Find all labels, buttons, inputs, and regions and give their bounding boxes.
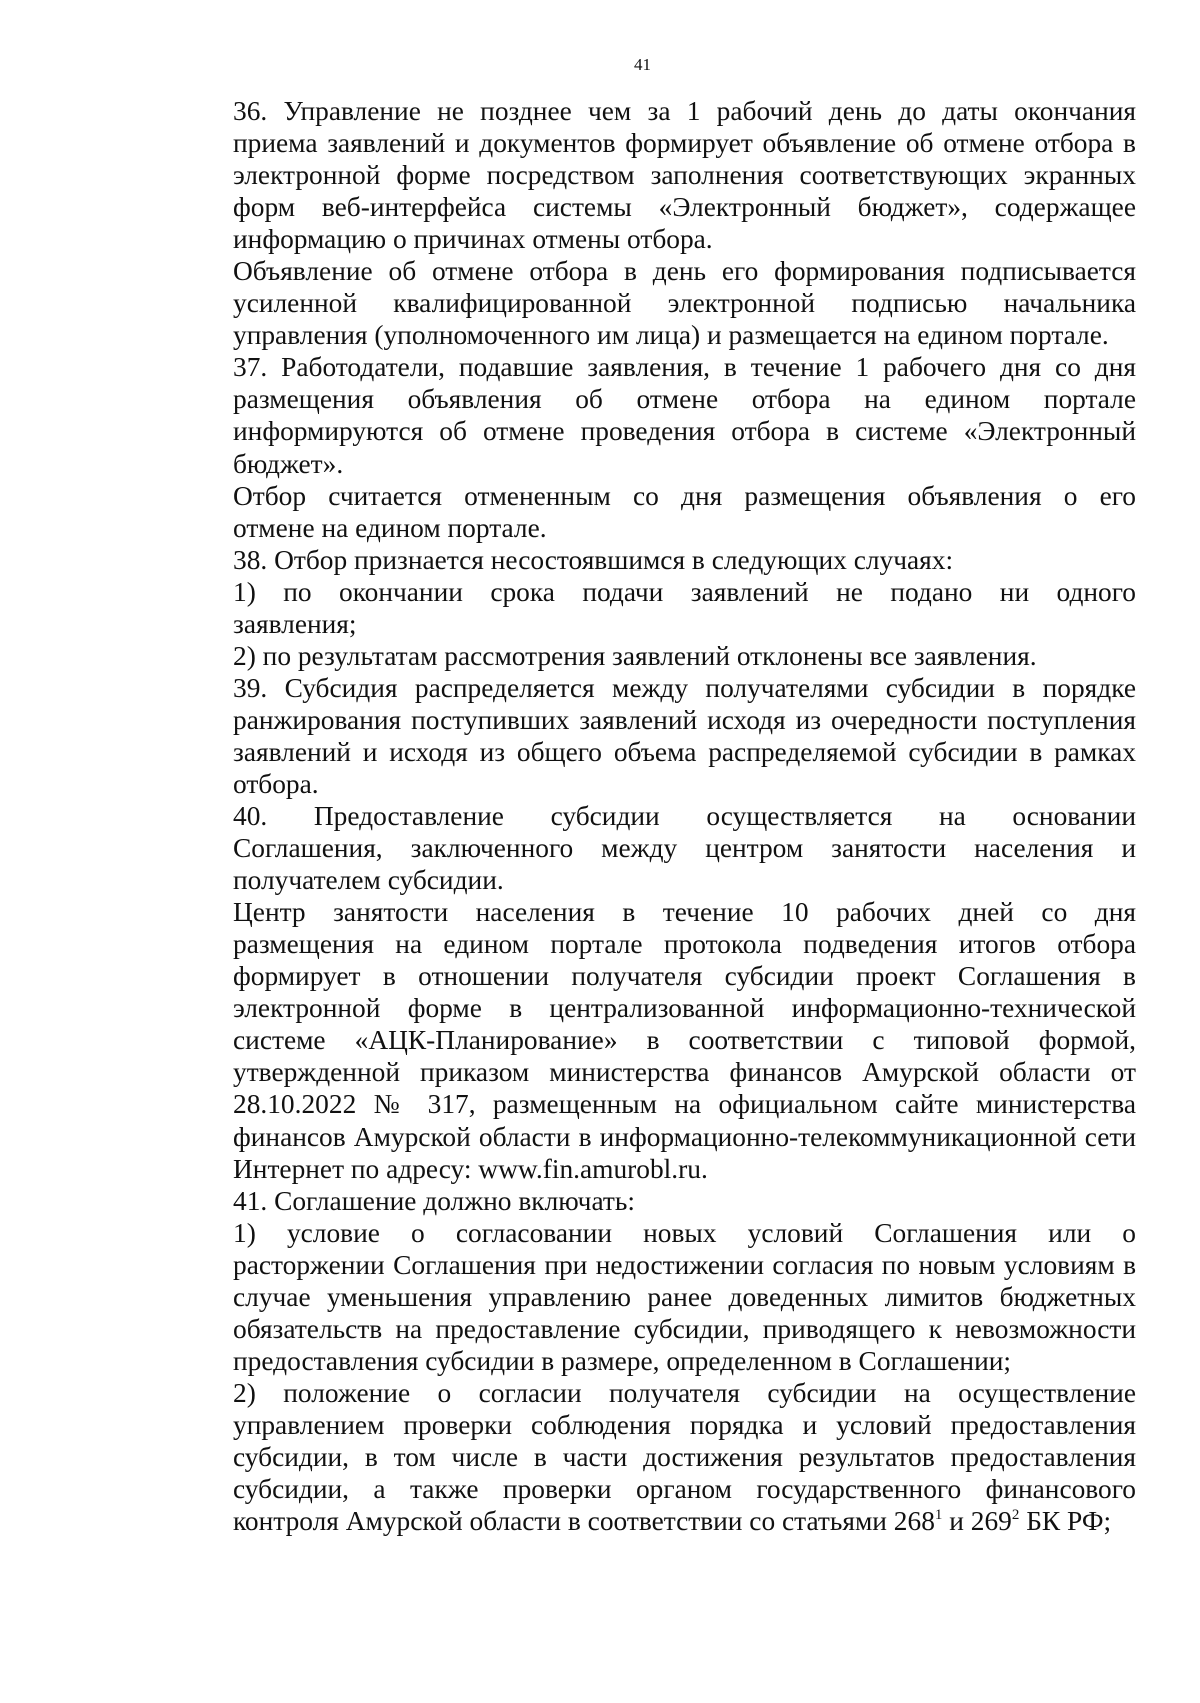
paragraph-p37b [158,480,1136,544]
text-line: приема заявлений и документов формирует объявление об отмене отбора в [233,128,1136,159]
text-line: обязательств на предоставление субсидии, приводящего к невозможности [233,1313,1136,1344]
text-line: субсидии, в том числе в части достижения результатов предоставления [233,1441,1136,1472]
text-line: Соглашения, заключенного между центром занятости населения и [233,833,1136,864]
text-line: формирует в отношении получателя субсидии проект Соглашения в [233,961,1136,992]
text-line: финансов Амурской области в информационно-телекоммуникационной сети [233,1121,1136,1152]
text-fragment: и 269 [942,1506,1012,1537]
text-line: 36. Управление не позднее чем за 1 рабочий день до даты окончания [233,96,1136,126]
paragraph-p40 [158,800,1136,896]
text-line: 28.10.2022 № 317, размещенным на официальном сайте министерства [233,1089,1136,1120]
text-line: 41. Соглашение должно включать: [233,1185,635,1216]
text-line: ранжирования поступивших заявлений исходя из очередности поступления [233,704,1136,735]
text-line: размещения на едином портале протокола подведения итогов отбора [233,929,1136,960]
text-line: форм веб-интерфейса системы «Электронный бюджет», содержащее [233,192,1136,223]
text-line: заявления; [233,608,357,639]
paragraph-p38-2 [158,640,1136,672]
text-line: получателем субсидии. [233,865,504,896]
text-line: 2) положение о согласии получателя субсидии на осуществление [233,1377,1136,1408]
text-line [158,1505,1136,1537]
text-line: 40. Предоставление субсидии осуществляется на основании [233,801,1136,832]
text-fragment: контроля Амурской области в соответствии со статьями 268 [233,1506,935,1537]
superscript: 2 [1011,1507,1020,1524]
text-line: отбора. [233,768,319,799]
text-line: Объявление об отмене отбора в день его формирования подписывается [233,256,1136,287]
superscript: 1 [934,1507,943,1524]
text-line: 1) по окончании срока подачи заявлений не подано ни одного [233,576,1136,607]
text-line: Отбор считается отмененным со дня размещения объявления о его [233,480,1136,511]
text-line: усиленной квалифицированной электронной подписью начальника [233,288,1136,319]
text-line: информируются об отмене проведения отбора в системе «Электронный [233,416,1136,447]
paragraph-p40b [158,896,1136,1184]
paragraph-p41-1 [158,1217,1136,1377]
text-line: электронной форме в централизованной информационно-технической [233,993,1136,1024]
paragraph-p38 [158,544,1136,576]
paragraph-p36b [158,255,1136,351]
text-line: Интернет по адресу: www.fin.amurobl.ru. [233,1153,708,1184]
text-line: информацию о причинах отмены отбора. [233,224,713,255]
text-line: заявлений и исходя из общего объема распределяемой субсидии в рамках [233,736,1136,767]
paragraph-p37 [158,351,1136,479]
paragraph-p38-1 [158,576,1136,640]
text-line: случае уменьшения управлению ранее доведенных лимитов бюджетных [233,1281,1136,1312]
text-line: предоставления субсидии в размере, определенном в Соглашении; [233,1345,1012,1376]
text-line: отмене на едином портале. [233,512,547,543]
text-line: 38. Отбор признается несостоявшимся в следующих случаях: [233,544,954,575]
text-line: Центр занятости населения в течение 10 рабочих дней со дня [233,897,1136,928]
text-line: управлением проверки соблюдения порядка и условий предоставления [233,1409,1136,1440]
text-line: бюджет». [233,448,344,479]
text-fragment: БК РФ; [1019,1506,1112,1537]
paragraph-p36 [158,95,1136,255]
text-line: электронной форме посредством заполнения соответствующих экранных [233,160,1136,191]
text-line: управления (уполномоченного им лица) и размещается на едином портале. [233,320,1109,351]
document-body [158,95,1136,1537]
text-line: субсидии, а также проверки органом государственного финансового [233,1474,1136,1505]
paragraph-p39 [158,672,1136,800]
text-line: размещения объявления об отмене отбора на едином портале [233,384,1136,415]
paragraph-p41-2 [158,1377,1136,1537]
text-line: утвержденной приказом министерства финансов Амурской области от [233,1057,1136,1088]
text-line: расторжении Соглашения при недостижении согласия по новым условиям в [233,1249,1136,1280]
paragraph-p41 [158,1185,1136,1217]
text-line: 2) по результатам рассмотрения заявлений отклонены все заявления. [233,640,1037,671]
text-line: 1) условие о согласовании новых условий Соглашения или о [233,1217,1136,1248]
text-line: 39. Субсидия распределяется между получателями субсидии в порядке [233,672,1136,703]
page-number: 41 [634,55,651,74]
text-line: 37. Работодатели, подавшие заявления, в течение 1 рабочего дня со дня [233,352,1136,383]
text-line: системе «АЦК-Планирование» в соответствии с типовой формой, [233,1025,1136,1056]
